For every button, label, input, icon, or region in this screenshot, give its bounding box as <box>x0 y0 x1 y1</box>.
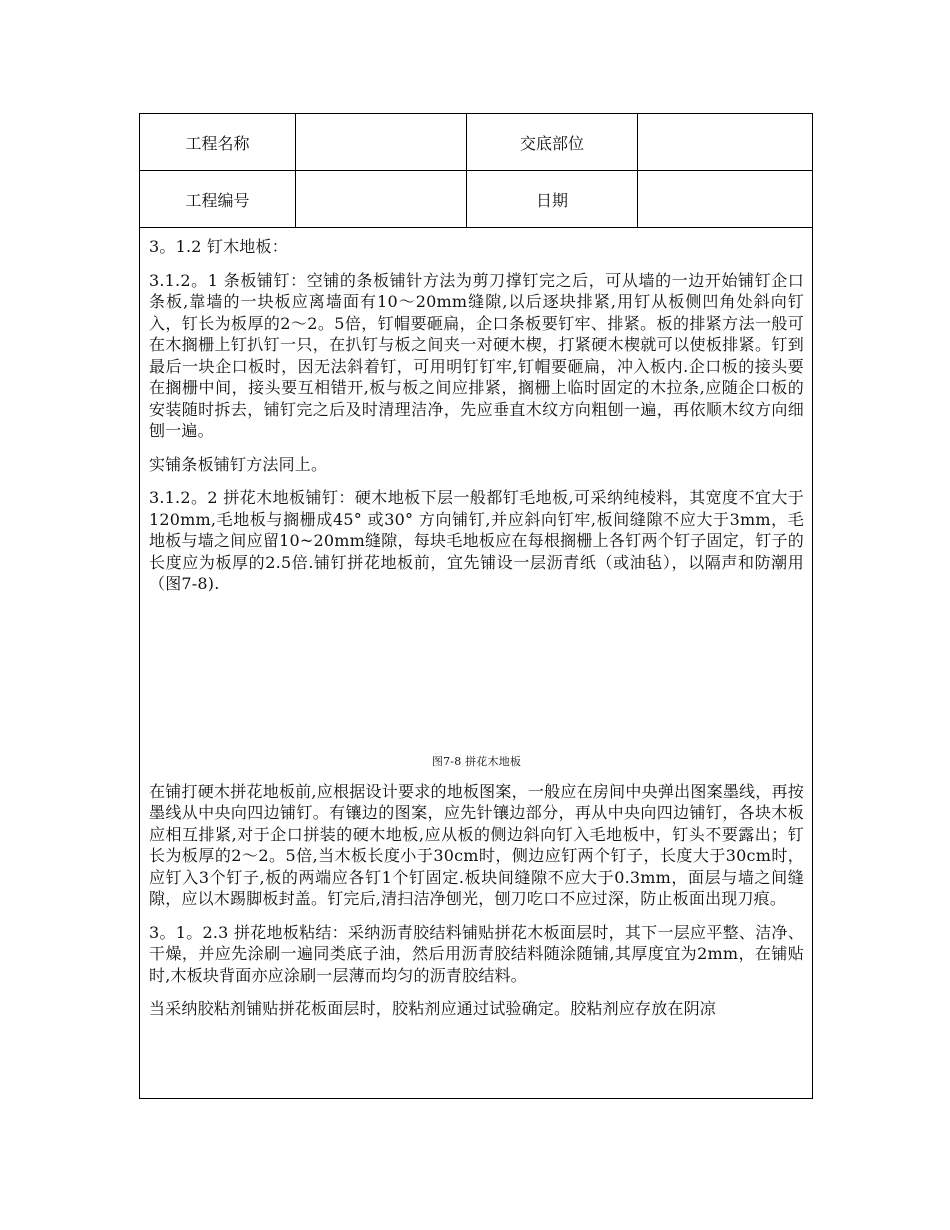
paragraph-strip-floor-nailing: 3.1.2。1 条板铺钉：空铺的条板铺针方法为剪刀撑钉完之后，可从墙的一边开始铺钉企口条板,靠墙的一块板应离墙面有10～20mm缝隙,以后逐块排紧,用钉从板侧凹角处斜向钉入，钉长为板厚的2～2。5倍，钉帽要砸扁，企口条板要钉牢、排紧。板的排紧方法一般可在木搁栅上钉扒钉一只，在扒钉与板之间夹一对硬木楔，打紧硬木楔就可以使板排紧。钉到最后一块企口板时，因无法斜着钉，可用明钉钉牢,钉帽要砸扁，冲入板内.企口板的接头要在搁栅中间，接头要互相错开,板与板之间应排紧，搁栅上临时固定的木拉条,应随企口板的安装随时拆去，铺钉完之后及时清理洁净，先应垂直木纹方向粗刨一遍，再依顺木纹方向细刨一遍。 <box>149 270 804 440</box>
content-row <box>140 228 813 1099</box>
project-number-label: 工程编号 <box>140 171 296 228</box>
header-row-1 <box>140 114 813 171</box>
paragraph-parquet-nailing: 3.1.2。2 拼花木地板铺钉：硬木地板下层一般都钉毛地板,可采纳纯棱料，其宽度不宜大于120mm,毛地板与搁栅成45° 或30° 方向铺钉,并应斜向钉牢,板间缝隙不应大于3mm，毛地板与墙之间应留10~20mm缝隙，每块毛地板应在每根搁栅上各钉两个钉子固定，钉子的长度应为板厚的2.5倍.铺钉拼花地板前，宜先铺设一层沥青纸（或油毡），以隔声和防潮用（图7-8). <box>149 488 804 593</box>
handover-part-label: 交底部位 <box>467 114 638 171</box>
content-body <box>140 228 812 1020</box>
project-name-label: 工程名称 <box>140 114 296 171</box>
project-number-field[interactable] <box>296 171 467 228</box>
paragraph-parquet-laying: 在铺打硬木拼花地板前,应根据设计要求的地板图案，一般应在房间中央弹出图案墨线，再按墨线从中央向四边铺钉。有镶边的图案，应先针镶边部分，再从中央向四边铺钉，各块木板应相互排紧,对于企口拼装的硬木地板,应从板的侧边斜向钉入毛地板中，钉头不要露出；钉长为板厚的2～2。5倍,当木板长度小于30cm时，侧边应钉两个钉子，长度大于30cm时，应钉入3个钉子,板的两端应各钉1个钉固定.板块间缝隙不应大于0.3mm，面层与墙之间缝隙，应以木踢脚板封盖。钉完后,清扫洁净刨光，刨刀吃口不应过深，防止板面出现刀痕。 <box>149 781 804 908</box>
handover-form-table <box>139 113 813 1099</box>
date-label: 日期 <box>467 171 638 228</box>
figure-placeholder <box>149 607 804 747</box>
handover-part-field[interactable] <box>638 114 813 171</box>
content-cell <box>140 228 813 1099</box>
figure-caption: 图7-8 拼花木地板 <box>431 754 522 768</box>
date-field[interactable] <box>638 171 813 228</box>
paragraph-solid-laying: 实铺条板铺钉方法同上。 <box>149 454 328 474</box>
paragraph-parquet-bonding: 3。1。2.3 拼花地板粘结：采纳沥青胶结料铺贴拼花木板面层时，其下一层应平整、洁净、干燥，并应先涂刷一遍同类底子油，然后用沥青胶结料随涂随铺,其厚度宜为2mm，在铺贴时,木板块背面亦应涂刷一层薄而均匀的沥青胶结料。 <box>149 922 804 985</box>
paragraph-adhesive: 当采纳胶粘剂铺贴拼花板面层时，胶粘剂应通过试验确定。胶粘剂应存放在阴凉 <box>149 999 717 1018</box>
header-row-2 <box>140 171 813 228</box>
section-title: 3。1.2 钉木地板： <box>149 237 288 256</box>
project-name-field[interactable] <box>296 114 467 171</box>
